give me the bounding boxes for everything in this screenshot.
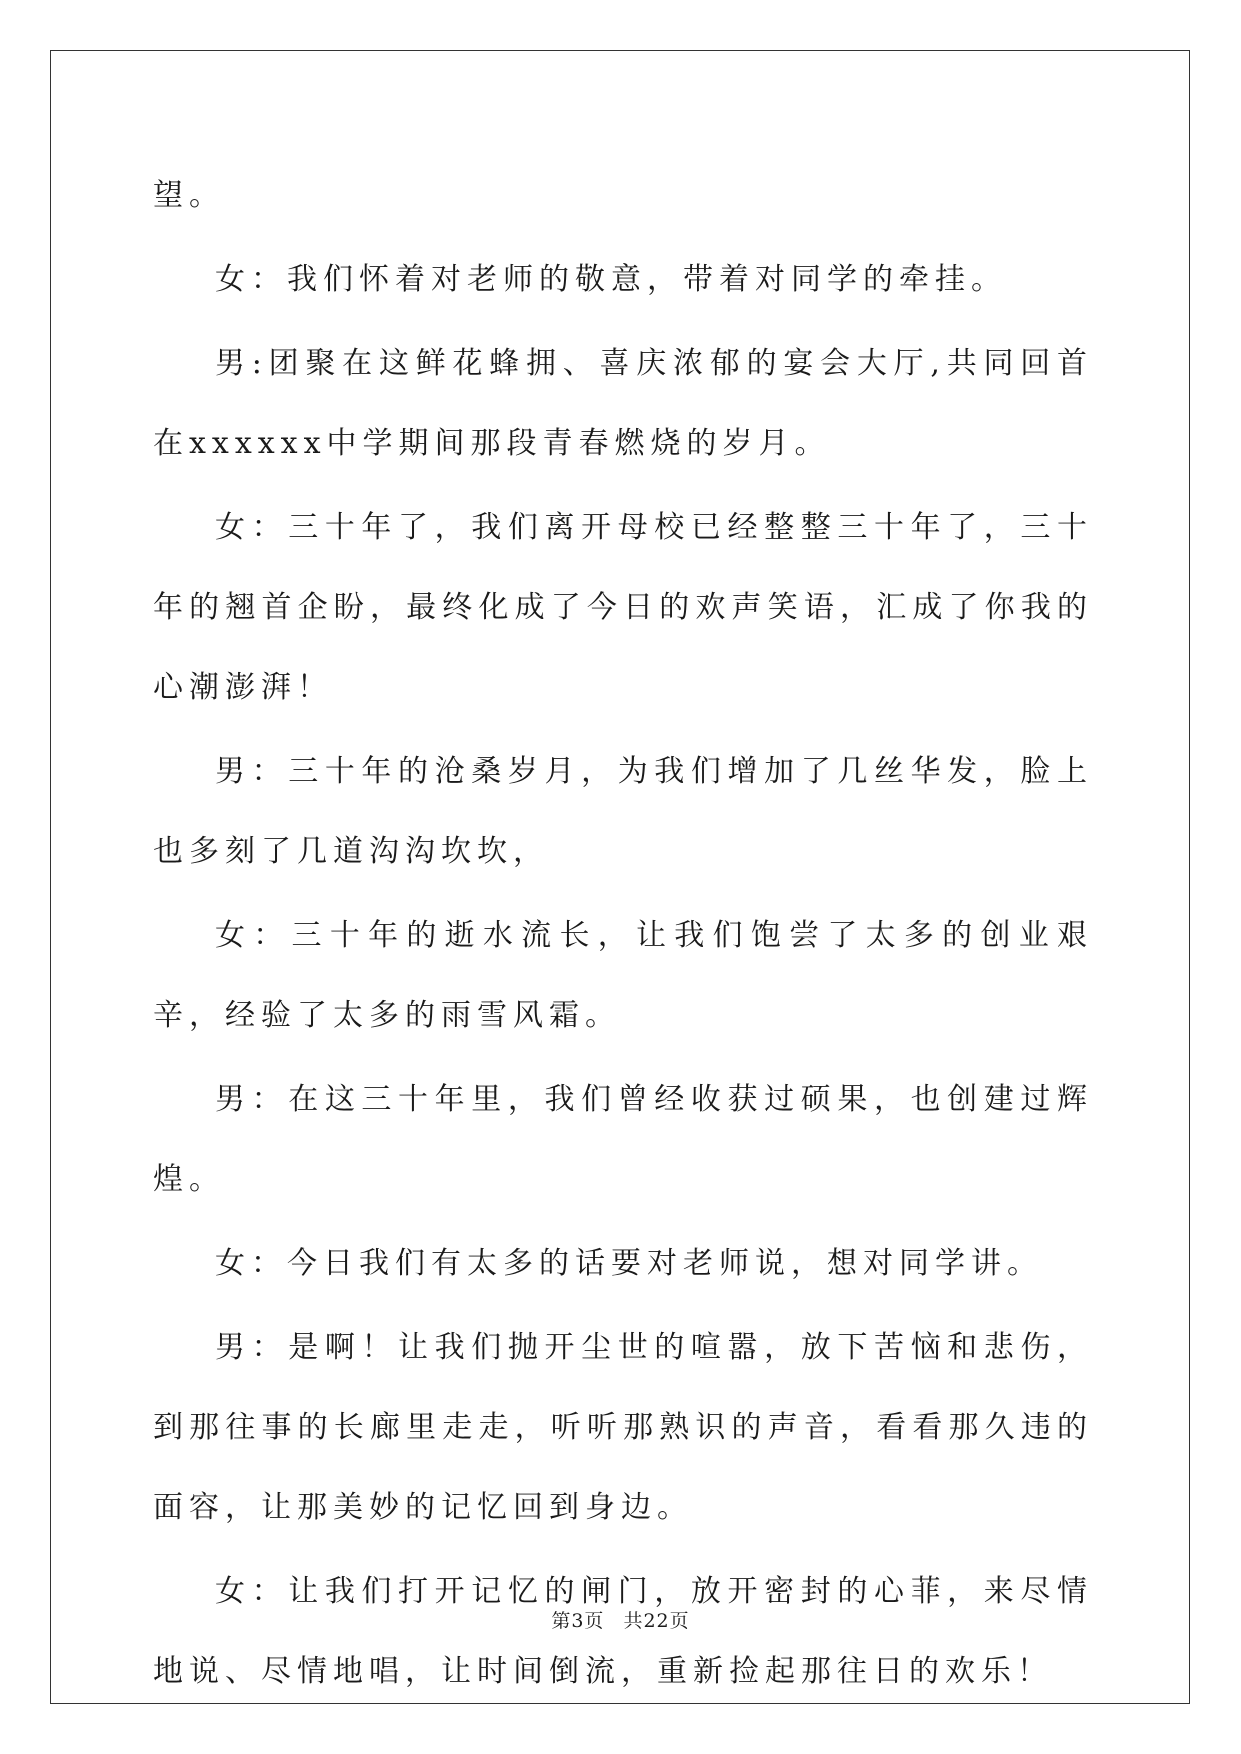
paragraph: 女：让我们打开记忆的闸门，放开密封的心菲，来尽情地说、尽情地唱，让时间倒流，重新捡起那往日的欢乐！ (153, 1574, 1093, 1689)
page-total: 共22页 (623, 1610, 690, 1632)
paragraph: 女：三十年了，我们离开母校已经整整三十年了，三十年的翘首企盼，最终化成了今日的欢声笑语，汇成了你我的心潮澎湃！ (153, 510, 1093, 705)
paragraph: 女：我们怀着对老师的敬意，带着对同学的牵挂。 (215, 262, 1007, 297)
page-number: 第3页 (551, 1610, 605, 1632)
paragraph: 望。 (153, 178, 225, 213)
paragraph: 男:团聚在这鲜花蜂拥、喜庆浓郁的宴会大厅,共同回首在xxxxxx中学期间那段青春燃烧的岁月。 (153, 346, 1093, 461)
paragraph: 男：在这三十年里，我们曾经收获过硕果，也创建过辉煌。 (153, 1082, 1093, 1197)
document-body (153, 160, 1093, 1716)
paragraph: 女：三十年的逝水流长，让我们饱尝了太多的创业艰辛，经验了太多的雨雪风霜。 (153, 918, 1093, 1033)
paragraph: 男：三十年的沧桑岁月，为我们增加了几丝华发，脸上也多刻了几道沟沟坎坎， (153, 754, 1093, 869)
paragraph: 男：是啊！让我们抛开尘世的喧嚣，放下苦恼和悲伤，到那往事的长廊里走走，听听那熟识的声音，看看那久违的面容，让那美妙的记忆回到身边。 (153, 1330, 1093, 1525)
paragraph: 女：今日我们有太多的话要对老师说，想对同学讲。 (215, 1246, 1043, 1281)
page-footer (0, 1606, 1241, 1633)
